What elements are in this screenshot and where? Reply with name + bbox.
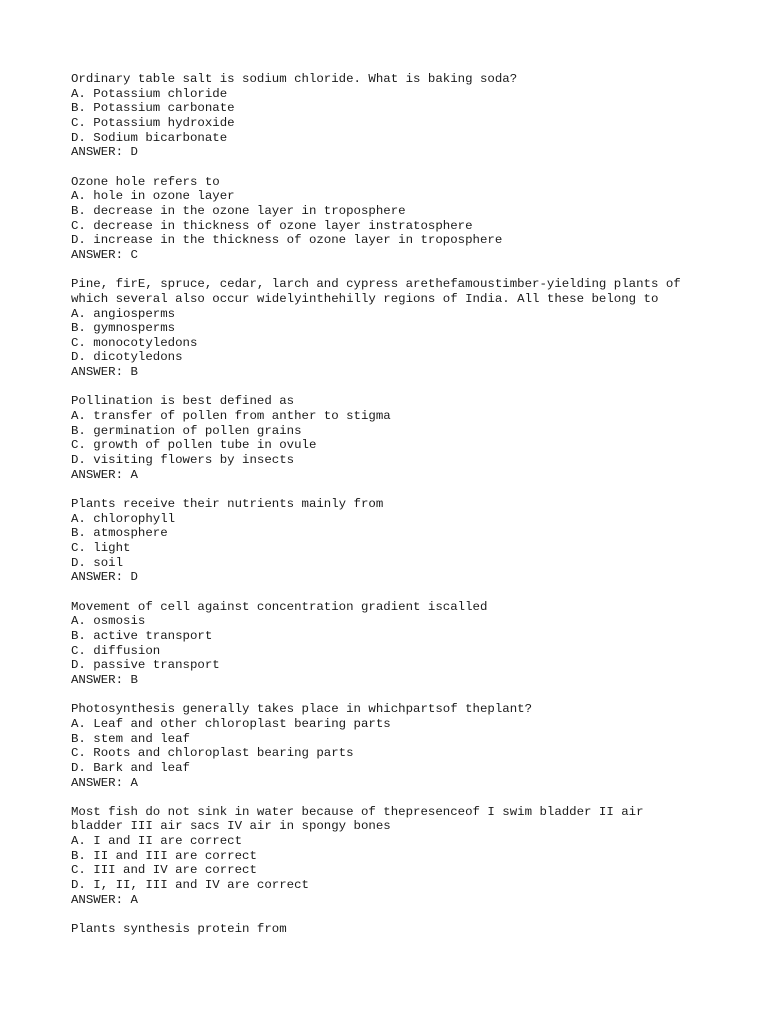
answer-option: C. monocotyledons	[71, 335, 198, 350]
answer-option: C. Roots and chloroplast bearing parts	[71, 746, 354, 761]
question-text: Photosynthesis generally takes place in whichpartsof theplant?	[71, 702, 533, 717]
answer-option: C. diffusion	[71, 643, 161, 658]
answer-option: D. visiting flowers by insects	[71, 453, 295, 468]
answer-key: ANSWER: A	[71, 467, 138, 482]
answer-option: B. decrease in the ozone layer in troposphere	[71, 203, 406, 218]
question-block	[71, 922, 711, 937]
answer-key: ANSWER: B	[71, 672, 138, 687]
answer-option: C. Potassium hydroxide	[71, 115, 235, 130]
question-block	[71, 175, 711, 263]
answer-option: D. soil	[71, 555, 124, 570]
question-text: Movement of cell against concentration gradient iscalled	[71, 599, 488, 614]
answer-option: A. transfer of pollen from anther to stigma	[71, 409, 391, 424]
question-block	[71, 394, 711, 482]
question-text: Pine, firE, spruce, cedar, larch and cypress arethefamoustimber-yielding plants of	[71, 277, 681, 292]
answer-option: A. Leaf and other chloroplast bearing parts	[71, 716, 391, 731]
question-block	[71, 600, 711, 688]
question-block	[71, 277, 711, 380]
answer-key: ANSWER: A	[71, 892, 138, 907]
answer-option: B. II and III are correct	[71, 848, 257, 863]
question-text: Pollination is best defined as	[71, 394, 295, 409]
answer-option: C. light	[71, 541, 131, 555]
question-block	[71, 72, 711, 160]
answer-option: D. I, II, III and IV are correct	[71, 878, 309, 893]
answer-option: C. growth of pollen tube in ovule	[71, 438, 317, 453]
question-text: Ordinary table salt is sodium chloride. What is baking soda?	[71, 72, 518, 86]
question-block	[71, 805, 711, 908]
question-text: Plants receive their nutrients mainly from	[71, 497, 384, 512]
question-block	[71, 702, 711, 790]
answer-option: A. angiosperms	[71, 306, 176, 321]
answer-option: D. Sodium bicarbonate	[71, 130, 228, 145]
answer-option: A. chlorophyll	[71, 511, 176, 526]
answer-option: B. stem and leaf	[71, 731, 190, 746]
answer-option: D. increase in the thickness of ozone layer in troposphere	[71, 233, 503, 248]
answer-key: ANSWER: D	[71, 145, 138, 160]
answer-option: B. Potassium carbonate	[71, 101, 235, 116]
question-text: bladder III air sacs IV air in spongy bones	[71, 819, 391, 834]
answer-option: B. germination of pollen grains	[71, 423, 302, 438]
answer-option: A. hole in ozone layer	[71, 189, 235, 204]
answer-key: ANSWER: B	[71, 365, 138, 380]
document-page	[71, 72, 711, 951]
answer-option: B. atmosphere	[71, 526, 168, 541]
answer-option: A. Potassium chloride	[71, 86, 228, 101]
answer-option: C. decrease in thickness of ozone layer instratosphere	[71, 218, 473, 233]
answer-key: ANSWER: D	[71, 570, 138, 585]
answer-option: D. Bark and leaf	[71, 760, 190, 775]
answer-option: B. gymnosperms	[71, 321, 176, 336]
answer-key: ANSWER: A	[71, 775, 138, 790]
answer-option: C. III and IV are correct	[71, 863, 257, 878]
question-block	[71, 497, 711, 585]
answer-option: B. active transport	[71, 628, 213, 643]
question-text: which several also occur widelyinthehilly regions of India. All these belong to	[71, 291, 659, 306]
answer-option: A. I and II are correct	[71, 834, 243, 849]
question-text: Ozone hole refers to	[71, 174, 220, 189]
answer-key: ANSWER: C	[71, 247, 138, 262]
answer-option: D. passive transport	[71, 658, 220, 673]
answer-option: D. dicotyledons	[71, 350, 183, 365]
question-text: Plants synthesis protein from	[71, 922, 287, 937]
question-text: Most fish do not sink in water because of thepresenceof I swim bladder II air	[71, 804, 644, 819]
answer-option: A. osmosis	[71, 614, 146, 629]
